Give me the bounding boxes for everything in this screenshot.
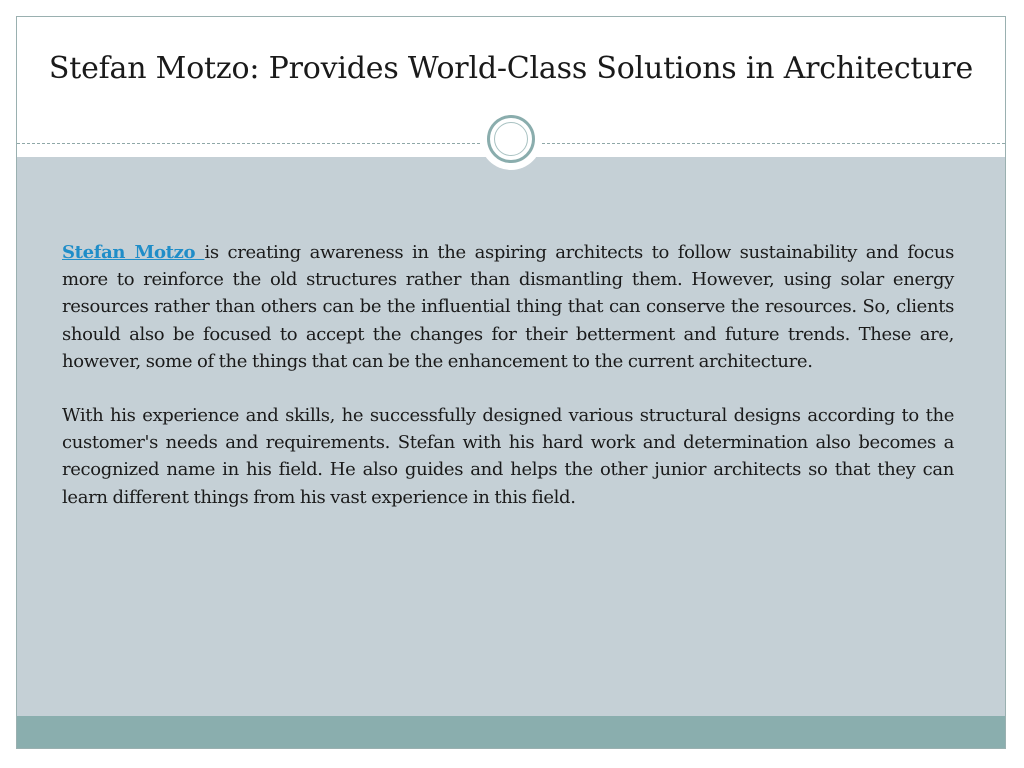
ornament-ring xyxy=(487,115,535,163)
paragraph-2: With his experience and skills, he successfully designed various structural designs according to the customer's needs and requirements. Stefan with his hard work and determination also becomes a recognized name in his field. He also guides and helps the other junior architects so that they can learn different things from his vast experience in this field. xyxy=(62,405,954,508)
stefan-motzo-link[interactable]: Stefan Motzo xyxy=(62,242,205,263)
paragraph-1 xyxy=(62,239,954,375)
slide xyxy=(16,16,1006,749)
paragraph-1-text: is creating awareness in the aspiring architects to follow sustainability and focus more to reinforce the old structures rather than dismantling them. However, using solar energy resources rather than others can be the influential thing that can conserve the resources. So, clients should also be focused to accept the changes for their betterment and future trends. These are, however, some of the things that can be the enhancement to the current architecture. xyxy=(62,242,955,372)
slide-title: Stefan Motzo: Provides World-Class Solutions in Architecture xyxy=(48,51,974,86)
circle-ring-ornament-icon xyxy=(480,108,542,170)
footer-band xyxy=(17,716,1005,749)
ornament-inner-ring xyxy=(494,122,528,156)
body-text xyxy=(62,239,954,538)
